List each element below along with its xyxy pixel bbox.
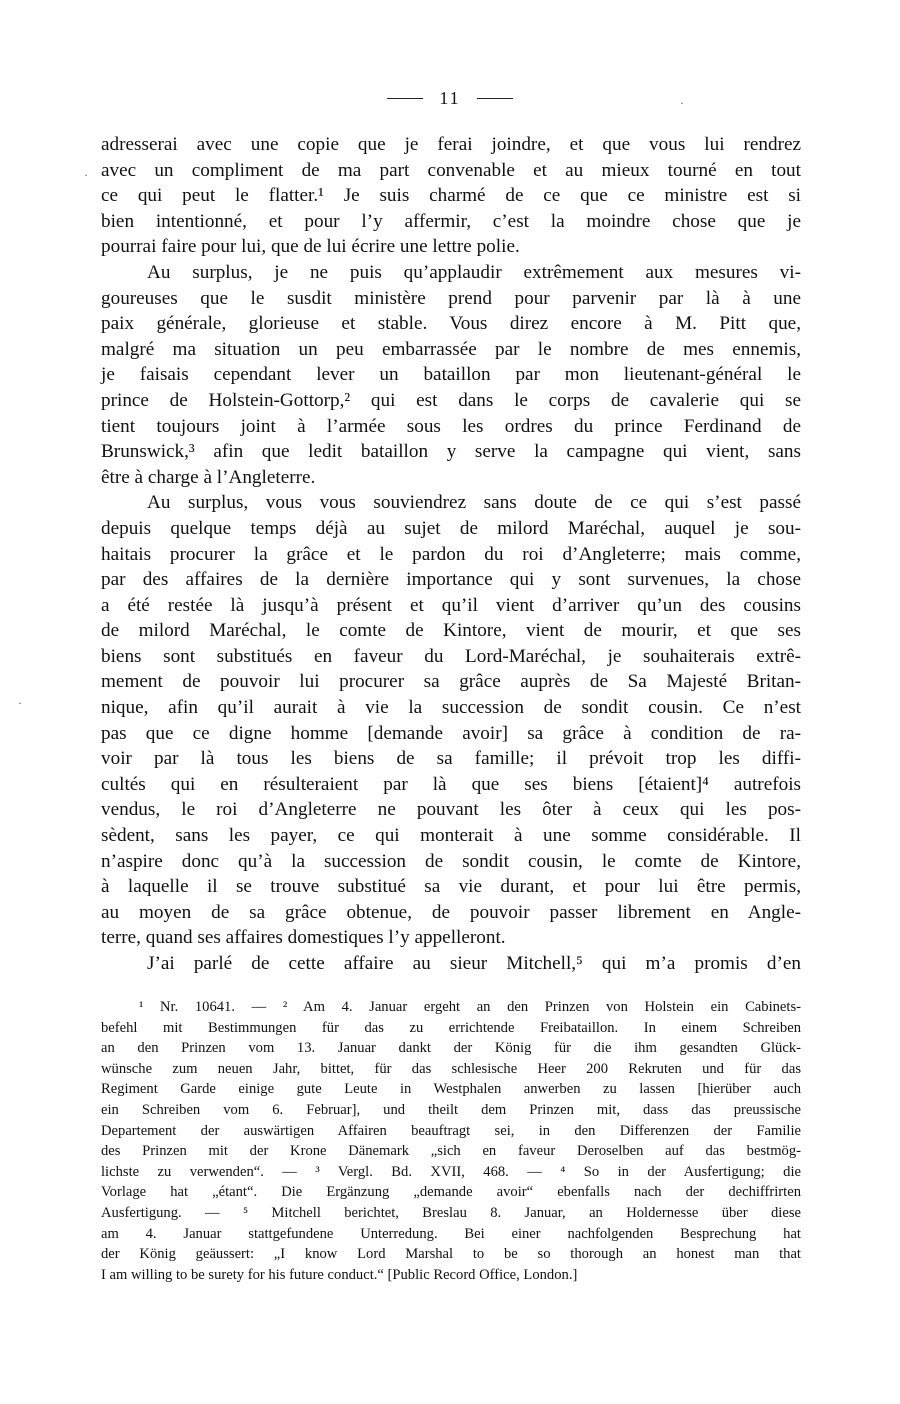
body-line: biens sont substitués en faveur du Lord-Maréchal, je souhaiterais extrê- <box>101 645 801 667</box>
footnote-line: befehl mit Bestimmungen für das zu errichtende Freibataillon. In einem Schreiben <box>101 1019 801 1036</box>
scan-speck: · <box>18 696 22 710</box>
footnote-line: wünsche zum neuen Jahr, bittet, für das schlesische Heer 200 Rekruten und für das <box>101 1060 801 1077</box>
body-line: à laquelle il se trouve substitué sa vie durant, et pour lui être permis, <box>101 876 801 898</box>
body-line: terre, quand ses affaires domestiques l’y appelleront. <box>101 927 506 949</box>
body-line: sèdent, sans les payer, ce qui monterait à une somme considérable. Il <box>101 825 801 847</box>
footnote-line: I am willing to be surety for his future conduct.“ [Public Record Office, London.] <box>101 1266 578 1283</box>
footnote-line: Departement der auswärtigen Affairen beauftragt sei, in den Differenzen der Familie <box>101 1122 801 1139</box>
body-line: cultés qui en résulteraient par là que ses biens [étaient]⁴ autrefois <box>101 773 801 795</box>
body-line: je faisais cependant lever un bataillon par mon lieutenant-général le <box>101 364 801 386</box>
footnote-line: ein Schreiben vom 6. Februar], und theilt dem Prinzen mit, dass das preussische <box>101 1101 801 1118</box>
body-line: n’aspire donc qu’à la succession de sondit cousin, le comte de Kintore, <box>101 850 801 872</box>
footnote-line: ¹ Nr. 10641. — ² Am 4. Januar ergeht an den Prinzen von Holstein ein Cabinets- <box>139 999 801 1015</box>
scan-speck: · <box>680 96 684 110</box>
body-line: par des affaires de la dernière importance qui y sont survenues, la chose <box>101 569 801 591</box>
body-line: goureuses que le susdit ministère prend pour parvenir par là à une <box>101 287 801 309</box>
body-line: Brunswick,³ afin que ledit bataillon y serve la campagne qui vient, sans <box>101 441 801 463</box>
body-line: mement de pouvoir lui procurer sa grâce auprès de Sa Majesté Britan- <box>101 671 801 693</box>
footnotes <box>101 997 801 1285</box>
body-line: prince de Holstein-Gottorp,² qui est dans le corps de cavalerie qui se <box>101 389 801 411</box>
body-line: a été restée là jusqu’à présent et qu’il vient d’arriver qu’un des cousins <box>101 594 801 616</box>
body-line: pas que ce digne homme [demande avoir] sa grâce à condition de ra- <box>101 722 801 744</box>
body-line: haitais procurer la grâce et le pardon du roi d’Angleterre; mais comme, <box>101 543 801 565</box>
body-line: avec un compliment de ma part convenable et au mieux tourné en tout <box>101 159 801 181</box>
body-line: adresserai avec une copie que je ferai joindre, et que vous lui rendrez <box>101 134 801 155</box>
footnote-line: an den Prinzen vom 13. Januar dankt der König für die ihm gesandten Glück- <box>101 1040 801 1057</box>
body-line: pourrai faire pour lui, que de lui écrire une lettre polie. <box>101 236 520 258</box>
body-line: voir par là tous les biens de sa famille; il prévoit trop les diffi- <box>101 748 801 770</box>
scan-speck: · <box>84 168 88 182</box>
footnote-line: Ausfertigung. — ⁵ Mitchell berichtet, Breslau 8. Januar, an Holdernesse über diese <box>101 1204 801 1221</box>
footnote-line: Vorlage hat „étant“. Die Ergänzung „demande avoir“ ebenfalls nach der dechiffrirten <box>101 1184 801 1201</box>
body-line: paix générale, glorieuse et stable. Vous direz encore à M. Pitt que, <box>101 313 801 335</box>
body-line: tient toujours joint à l’armée sous les ordres du prince Ferdinand de <box>101 415 801 437</box>
body-line: être à charge à l’Angleterre. <box>101 466 316 488</box>
body-line: ce qui peut le flatter.¹ Je suis charmé de ce que ce ministre est si <box>101 185 801 207</box>
body-line: de milord Maréchal, le comte de Kintore, vient de mourir, et que ses <box>101 620 801 642</box>
body-line: malgré ma situation un peu embarrassée par le nombre de mes ennemis, <box>101 338 801 360</box>
body-text <box>101 132 801 977</box>
body-line: J’ai parlé de cette affaire au sieur Mitchell,⁵ qui m’a promis d’en <box>147 953 801 974</box>
body-line: nique, afin qu’il aurait à vie la succession de sondit cousin. Ce n’est <box>101 697 801 719</box>
footnote-line: Regiment Garde einige gute Leute in Westphalen anwerben zu lassen [hierüber auch <box>101 1081 801 1098</box>
footnote-line: des Prinzen mit der Krone Dänemark „sich en faveur Deroselben auf das bestmög- <box>101 1143 801 1160</box>
header-rule-right <box>477 98 513 99</box>
body-line: Au surplus, vous vous souviendrez sans doute de ce qui s’est passé <box>147 492 801 514</box>
footnote-line: am 4. Januar stattgefundene Unterredung. Bei einer nachfolgenden Besprechung hat <box>101 1225 801 1242</box>
page-header <box>0 88 900 109</box>
footnote-line: lichste zu verwenden“. — ³ Vergl. Bd. XVII, 468. — ⁴ So in der Ausfertigung; die <box>101 1163 801 1180</box>
body-line: au moyen de sa grâce obtenue, de pouvoir passer librement en Angle- <box>101 901 801 923</box>
body-line: Au surplus, je ne puis qu’applaudir extrêmement aux mesures vi- <box>147 261 801 283</box>
body-line: depuis quelque temps déjà au sujet de milord Maréchal, auquel je sou- <box>101 517 801 539</box>
page-number: 11 <box>439 88 461 108</box>
body-line: bien intentionné, et pour l’y affermir, c’est la moindre chose que je <box>101 210 801 232</box>
header-rule-left <box>387 98 423 99</box>
body-line: vendus, le roi d’Angleterre ne pouvant les ôter à ceux qui les pos- <box>101 799 801 821</box>
footnote-line: der König geäussert: „I know Lord Marshal to be so thorough an honest man that <box>101 1246 801 1263</box>
